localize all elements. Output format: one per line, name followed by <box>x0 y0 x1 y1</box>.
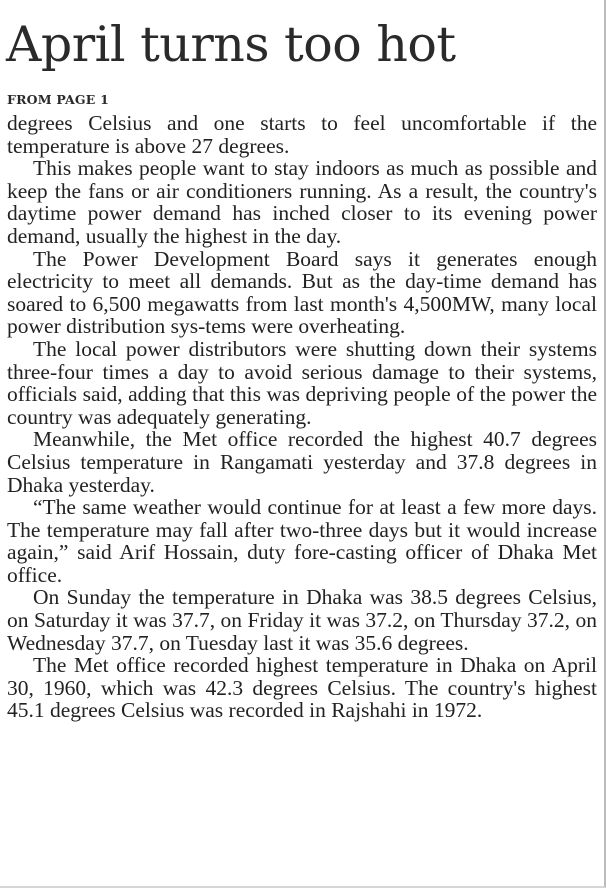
paragraph-7: On Sunday the temperature in Dhaka was 38.5 degrees Celsius, on Saturday it was 37.7, on Friday it was 37.2, on Thursday 37.2, on Wednesday 37.7, on Tuesday last it was 35.6 degrees. <box>7 585 597 655</box>
paragraph-5: Meanwhile, the Met office recorded the highest 40.7 degrees Celsius temperature in Rangamati yesterday and 37.8 degrees in Dhaka yesterday. <box>7 427 597 497</box>
headline: April turns too hot <box>6 16 456 73</box>
paragraph-1: degrees Celsius and one starts to feel uncomfortable if the temperature is above 27 degrees. <box>7 111 597 158</box>
paragraph-2: This makes people want to stay indoors as much as possible and keep the fans or air conditioners running. As a result, the country's daytime power demand has inched closer to its evening power demand, usually the highest in the day. <box>7 156 597 248</box>
paragraph-8: The Met office recorded highest temperature in Dhaka on April 30, 1960, which was 42.3 degrees Celsius. The country's highest 45.1 degrees Celsius was recorded in Rajshahi in 1972. <box>7 653 597 723</box>
jump-line: FROM PAGE 1 <box>7 92 109 107</box>
paragraph-6: “The same weather would continue for at least a few more days. The temperature may fall after two-three days but it would increase again,” said Arif Hossain, duty fore-casting officer of Dhaka Met office. <box>7 495 597 587</box>
paragraph-4: The local power distributors were shutting down their systems three-four times a day to avoid serious damage to their systems, officials said, adding that this was depriving people of the power the country was adequately generating. <box>7 336 597 429</box>
paragraph-3: The Power Development Board says it generates enough electricity to meet all demands. But as the day-time demand has soared to 6,500 megawatts from last month's 4,500MW, many local power distribution sys-tems were overheating. <box>7 246 597 339</box>
article-body <box>7 112 597 722</box>
